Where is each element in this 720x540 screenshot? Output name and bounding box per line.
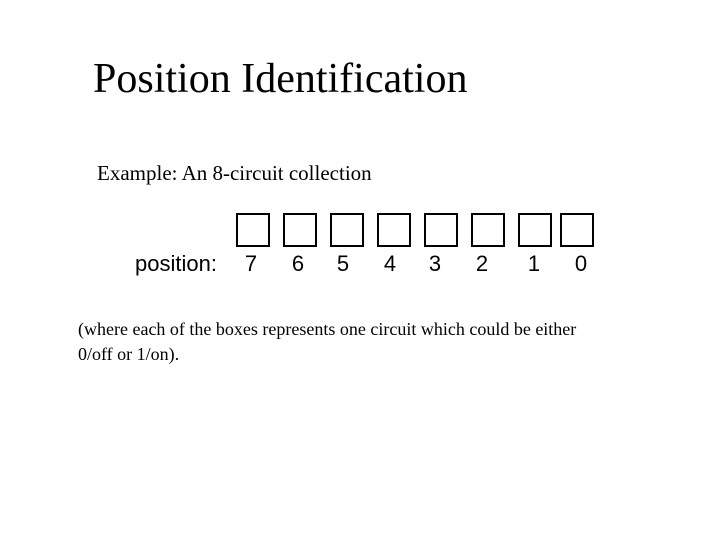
circuit-box-4 — [377, 213, 411, 247]
position-number-0: 0 — [574, 251, 588, 276]
circuit-box-6 — [283, 213, 317, 247]
position-number-6: 6 — [291, 251, 305, 276]
position-label: position: — [135, 251, 217, 276]
circuit-box-3 — [424, 213, 458, 247]
circuit-box-5 — [330, 213, 364, 247]
circuit-box-1 — [518, 213, 552, 247]
slide-title: Position Identification — [93, 56, 468, 102]
position-number-3: 3 — [428, 251, 442, 276]
position-number-1: 1 — [527, 251, 541, 276]
position-number-7: 7 — [244, 251, 258, 276]
circuit-box-7 — [236, 213, 270, 247]
note-line-2: 0/off or 1/on). — [78, 344, 180, 364]
note-line-1: (where each of the boxes represents one circuit which could be either — [78, 319, 577, 339]
position-number-5: 5 — [336, 251, 350, 276]
example-caption: Example: An 8-circuit collection — [97, 161, 372, 185]
position-number-2: 2 — [475, 251, 489, 276]
circuit-box-2 — [471, 213, 505, 247]
position-number-4: 4 — [383, 251, 397, 276]
circuit-box-0 — [560, 213, 594, 247]
explanatory-note — [78, 317, 658, 367]
